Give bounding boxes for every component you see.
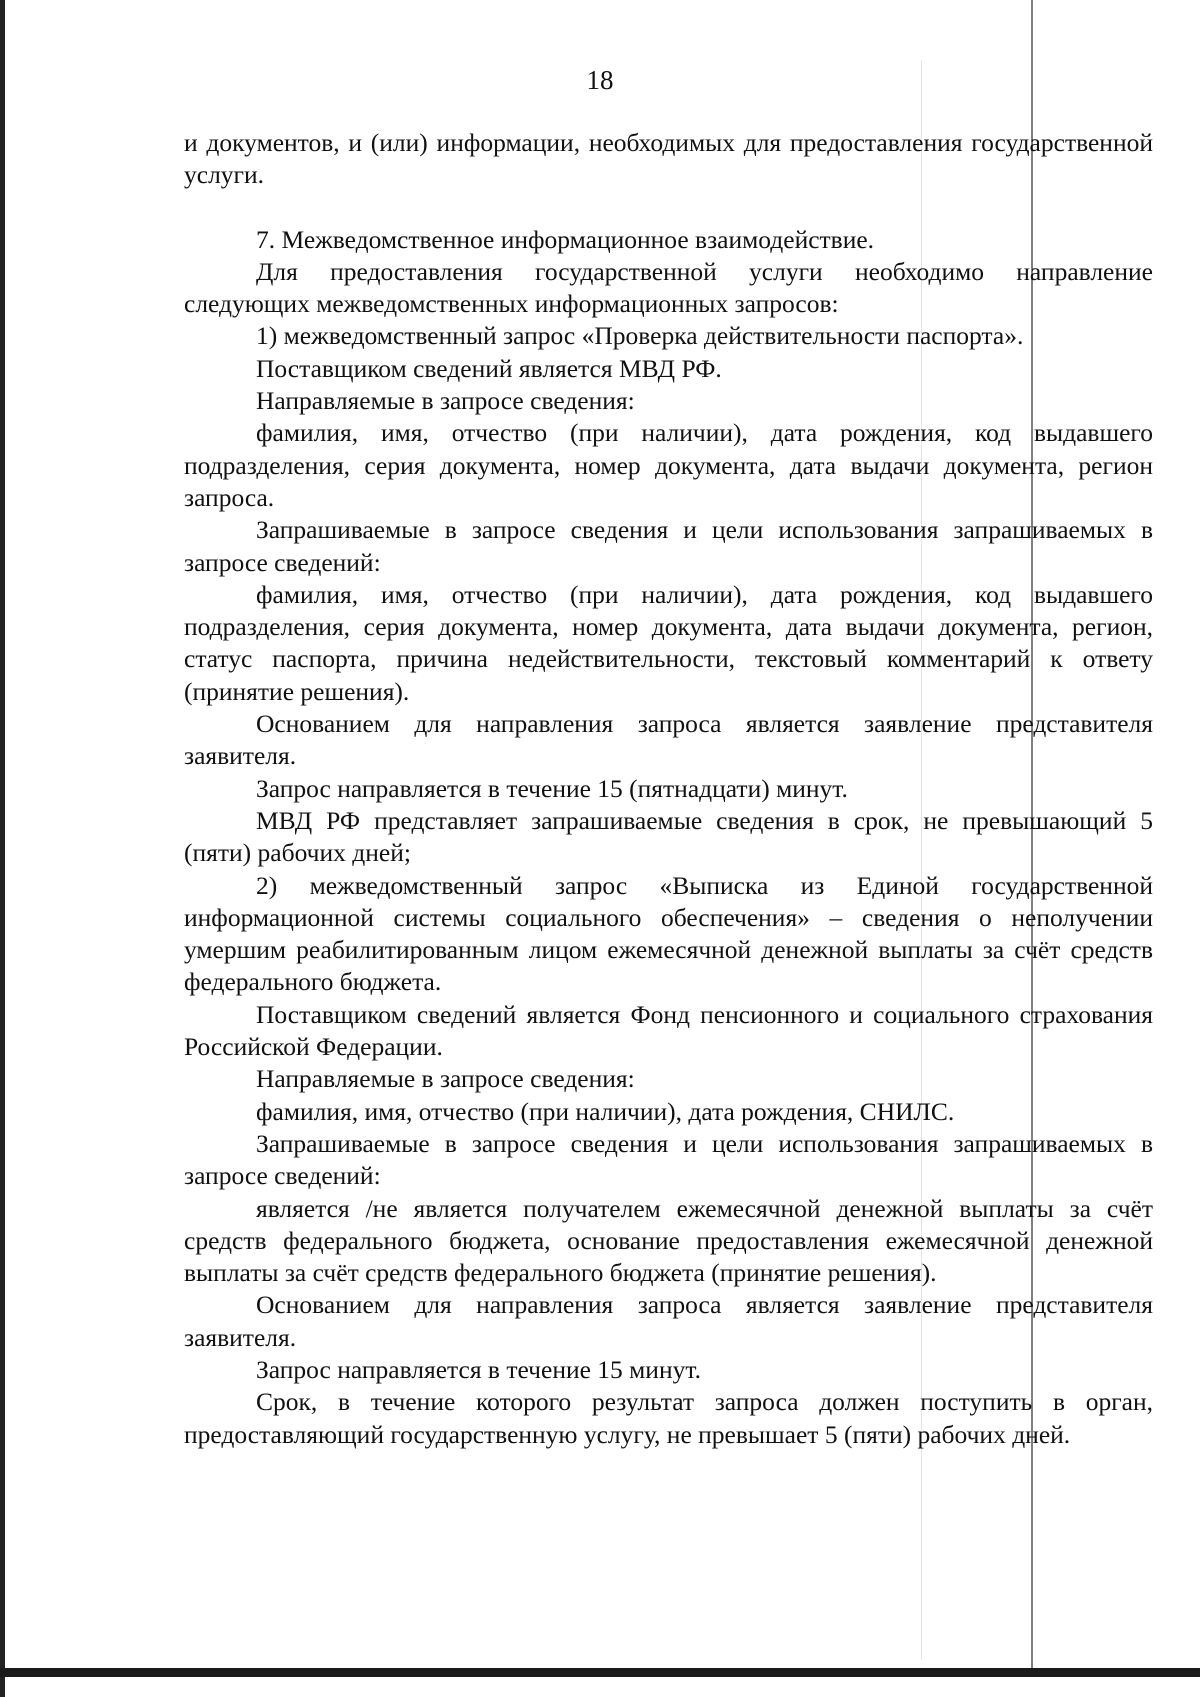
list-item-request-2: 2) межведомственный запрос «Выписка из Единой государственной информационной системы социального обеспечения» – сведения о неполучении умершим реабилитированным лицом ежемесячной денежной выплаты за счёт средств федерального бюджета. <box>184 870 1153 997</box>
paragraph: МВД РФ представляет запрашиваемые сведения в срок, не превышающий 5 (пяти) рабочих дней; <box>184 805 1153 868</box>
paragraph: Запрос направляется в течение 15 (пятнадцати) минут. <box>256 773 848 803</box>
paragraph: Основанием для направления запроса является заявление представителя заявителя. <box>184 1290 1153 1352</box>
section-heading: 7. Межведомственное информационное взаимодействие. <box>256 224 875 254</box>
paragraph: фамилия, имя, отчество (при наличии), дата рождения, код выдавшего подразделения, серия документа, номер документа, дата выдачи документа, регион запроса. <box>184 418 1153 512</box>
scan-bottom-border <box>0 1668 1200 1677</box>
paragraph: Запрашиваемые в запросе сведения и цели использования запрашиваемых в запросе сведений: <box>184 515 1153 577</box>
scan-left-border <box>0 0 5 1697</box>
paragraph: является /не является получателем ежемесячной денежной выплаты за счёт средств федерального бюджета, основание предоставления ежемесячной денежной выплаты за счёт средств федерального бюджета (принятие решения). <box>184 1193 1153 1288</box>
paragraph: Направляемые в запросе сведения: <box>256 386 635 416</box>
document-body <box>184 127 1153 1451</box>
paragraph: Запрос направляется в течение 15 минут. <box>256 1354 701 1384</box>
paragraph: Направляемые в запросе сведения: <box>256 1064 635 1094</box>
paragraph: Поставщиком сведений является Фонд пенсионного и социального страхования Российской Федерации. <box>184 999 1153 1062</box>
page-number: 18 <box>586 65 614 95</box>
paragraph: Для предоставления государственной услуги необходимо направление следующих межведомственных информационных запросов: <box>184 256 1153 319</box>
paragraph: Срок, в течение которого результат запроса должен поступить в орган, предоставляющий государственную услугу, не превышает 5 (пяти) рабочих дней. <box>184 1387 1153 1449</box>
paragraph-gap <box>184 192 1153 224</box>
paragraph: Запрашиваемые в запросе сведения и цели использования запрашиваемых в запросе сведений: <box>184 1128 1153 1191</box>
paragraph: фамилия, имя, отчество (при наличии), дата рождения, СНИЛС. <box>256 1096 955 1126</box>
paragraph: фамилия, имя, отчество (при наличии), дата рождения, код выдавшего подразделения, серия документа, номер документа, дата выдачи документа, регион, статус паспорта, причина недействительности, текстовый комментарий к ответу (принятие решения). <box>184 579 1153 706</box>
list-item-request-1: 1) межведомственный запрос «Проверка действительности паспорта». <box>256 321 1024 351</box>
paragraph-continuation: и документов, и (или) информации, необходимых для предоставления государственной услуги. <box>184 128 1153 190</box>
paragraph: Поставщиком сведений является МВД РФ. <box>256 353 722 383</box>
paragraph: Основанием для направления запроса является заявление представителя заявителя. <box>184 709 1153 771</box>
